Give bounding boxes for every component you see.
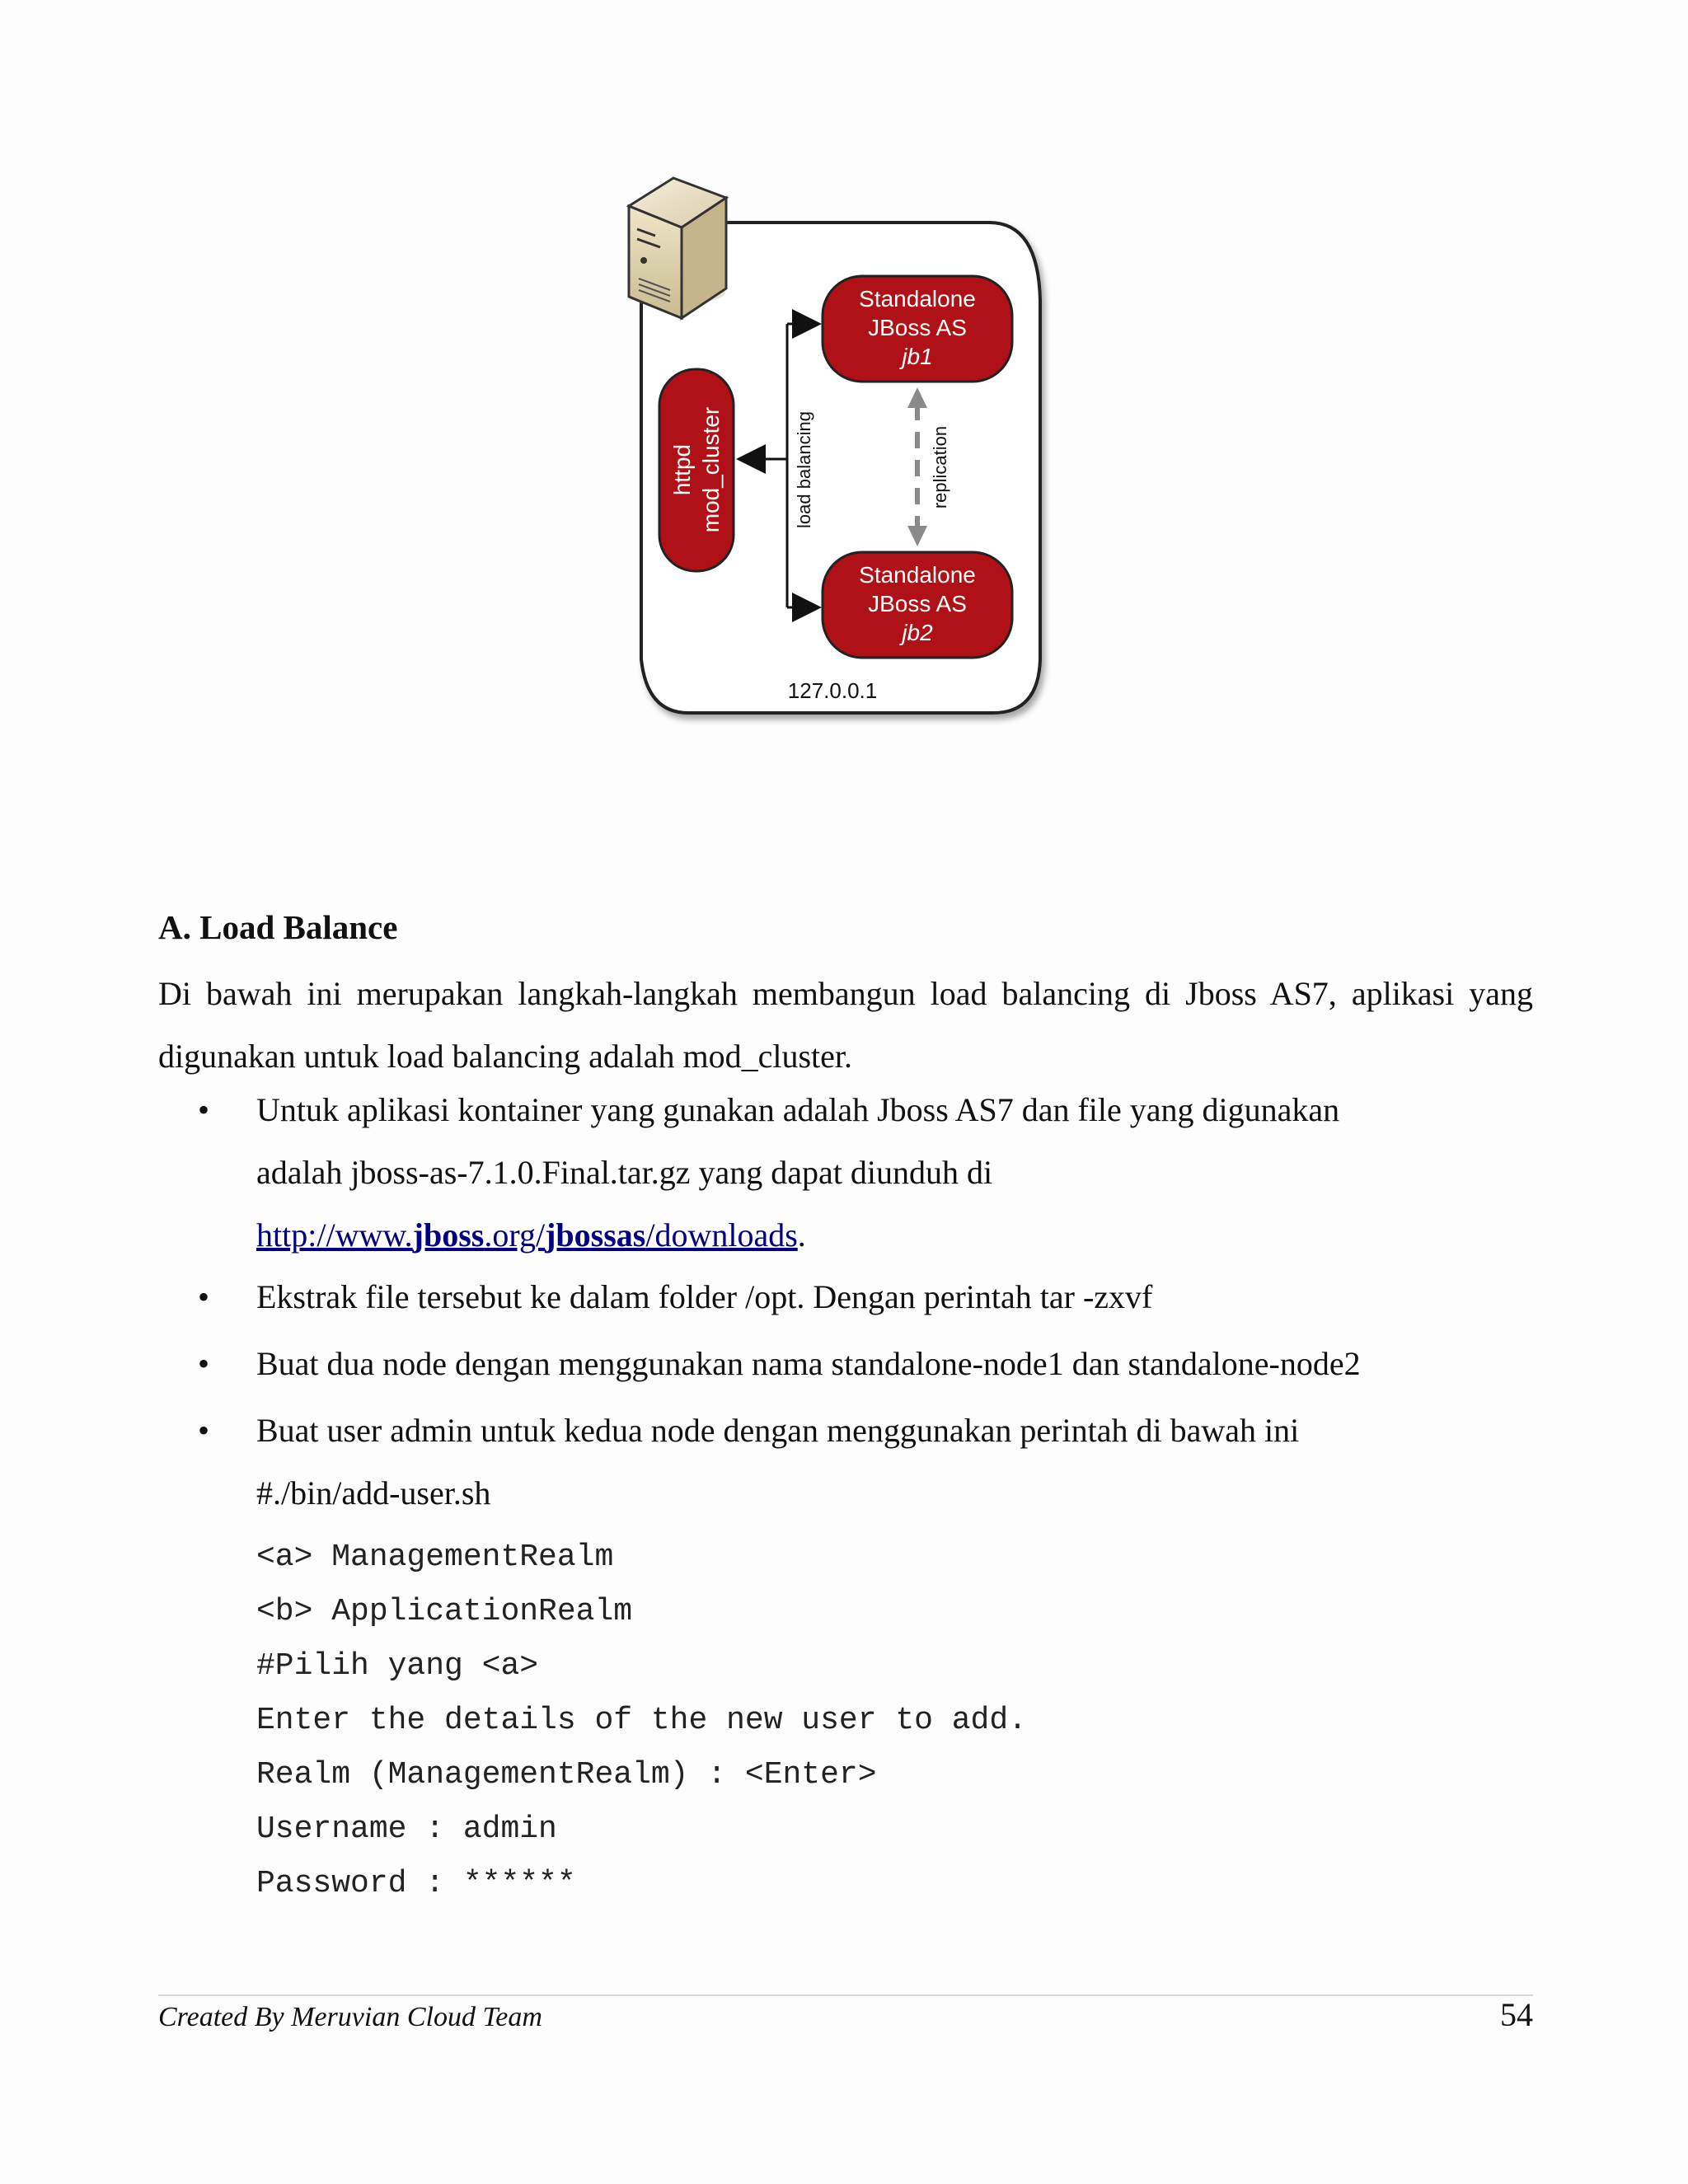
list-item-text: Buat dua node dengan menggunakan nama standalone-node1 dan standalone-node2	[256, 1345, 1361, 1382]
code-line: <b> ApplicationRealm	[256, 1594, 633, 1629]
link-trailing-period: .	[797, 1216, 806, 1254]
httpd-mod-cluster-node	[659, 369, 734, 571]
replication-label: replication	[930, 425, 950, 509]
jb2-label-line2: JBoss AS	[868, 591, 967, 616]
jb1-label-line2: JBoss AS	[868, 315, 967, 340]
list-item-line: #./bin/add-user.sh	[256, 1474, 491, 1511]
bullet-marker: •	[198, 1345, 210, 1382]
code-line: Username : admin	[256, 1811, 557, 1847]
list-item-line: adalah jboss-as-7.1.0.Final.tar.gz yang dapat diunduh di	[256, 1154, 993, 1191]
bullet-marker: •	[198, 1091, 210, 1128]
download-link[interactable]: http://www.jboss.org/jbossas/downloads	[256, 1216, 798, 1254]
footer-credit: Created By Meruvian Cloud Team	[158, 2002, 542, 2032]
bullet-marker: •	[198, 1412, 210, 1449]
server-icon	[629, 178, 726, 318]
section-heading: A. Load Balance	[158, 908, 398, 946]
intro-paragraph: Di bawah ini merupakan langkah-langkah membangun load balancing di Jboss AS7, aplikasi yang digunakan untuk load balancing adalah mod_cluster.	[158, 975, 1533, 1075]
code-line: Realm (ManagementRealm) : <Enter>	[256, 1757, 877, 1793]
host-ip-label: 127.0.0.1	[787, 678, 878, 703]
footer-divider	[158, 1994, 1533, 1996]
list-item-line: Untuk aplikasi kontainer yang gunakan adalah Jboss AS7 dan file yang digunakan	[256, 1091, 1340, 1128]
jb2-label-line3: jb2	[902, 620, 933, 645]
load-balancing-label: load balancing	[794, 411, 814, 528]
load-balancing-diagram	[606, 165, 1076, 746]
bullet-marker: •	[198, 1278, 210, 1315]
mod-cluster-label: mod_cluster	[698, 406, 724, 533]
jb2-label-line1: Standalone	[859, 562, 976, 588]
list-item-text: Ekstrak file tersebut ke dalam folder /opt. Dengan perintah tar -zxvf	[256, 1278, 1153, 1315]
jb1-label-line3: jb1	[902, 344, 933, 369]
page-number: 54	[1500, 1996, 1533, 2033]
jb1-label-line1: Standalone	[859, 286, 976, 312]
code-line: Password : ******	[256, 1866, 576, 1901]
list-item-line: Buat user admin untuk kedua node dengan menggunakan perintah di bawah ini	[256, 1412, 1300, 1449]
jboss-node-jb2	[823, 552, 1012, 658]
jboss-node-jb1	[823, 276, 1012, 382]
list-item-line	[256, 1204, 1534, 1267]
code-line: <a> ManagementRealm	[256, 1540, 614, 1575]
httpd-label: httpd	[669, 443, 695, 496]
code-line: #Pilih yang <a>	[256, 1648, 539, 1684]
code-line: Enter the details of the new user to add.	[256, 1703, 1027, 1738]
